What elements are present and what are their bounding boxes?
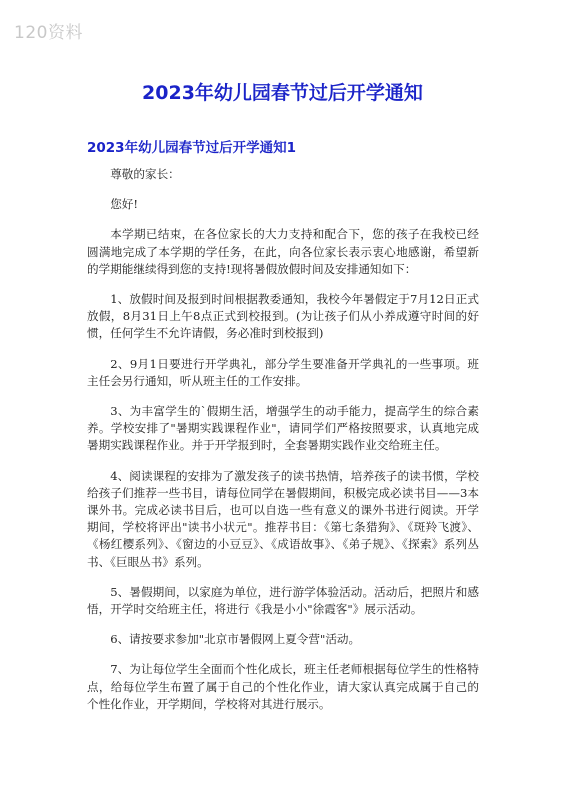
document-title: 2023年幼儿园春节过后开学通知 [142,82,423,104]
document-body [87,166,479,726]
paragraph-item-3: 3、为丰富学生的`假期生活，增强学生的动手能力，提高学生的综合素养。学校安排了"暑期实践课程作业"，请同学们严格按照要求，认真地完成暑期实践课程作业。并于开学报到时，全套暑期实践作业交给班主任。 [87,404,479,453]
paragraph-item-6: 6、请按要求参加"北京市暑假网上夏令营"活动。 [110,632,361,647]
watermark: 120资料 [14,23,83,43]
paragraph-item-7: 7、为让每位学生全面而个性化成长，班主任老师根据每位学生的性格特点，给每位学生布置了属于自己的个性化作业，请大家认真完成属于自己的个性化作业，开学期间，学校将对其进行展示。 [87,662,479,711]
paragraph-item-2: 2、9月1日要进行开学典礼，部分学生要准备开学典礼的一些事项。班主任会另行通知，听从班主任的工作安排。 [87,356,479,388]
salutation: 尊敬的家长： [110,167,180,181]
section-heading: 2023年幼儿园春节过后开学通知1 [87,140,296,156]
greeting: 您好! [110,197,139,212]
paragraph-item-5: 5、暑假期间，以家庭为单位，进行游学体验活动。活动后，把照片和感悟，开学时交给班主任，将进行《我是小小"徐霞客"》展示活动。 [87,584,479,617]
paragraph-item-4: 4、阅读课程的安排为了激发孩子的读书热情，培养孩子的读书惯，学校给孩子们推荐一些书目，请每位同学在暑假期间，积极完成必读书目——3本课外书。完成必读书目后，也可以自选一些有意义的课外书进行阅读。开学期间，学校将评出"读书小状元"。推荐书目：《第七条猎狗》、《斑羚飞渡》、《杨红樱系列》、《窗边的小豆豆》、《成语故事》、《弟子规》、《探索》系列丛书、《巨眼丛书》系列。 [87,468,479,569]
paragraph-intro: 本学期已结束，在各位家长的大力支持和配合下，您的孩子在我校已经圆满地完成了本学期的学任务，在此，向各位家长表示衷心地感谢，希望新的学期能继续得到您的支持!现将暑假放假时间及安排通知如下： [87,227,479,276]
paragraph-item-1: 1、放假时间及报到时间根据教委通知，我校今年暑假定于7月12日正式放假，8月31日上午8点正式到校报到。(为让孩子们从小养成遵守时间的好惯，任何学生不允许请假，务必准时到校报到) [87,292,479,341]
